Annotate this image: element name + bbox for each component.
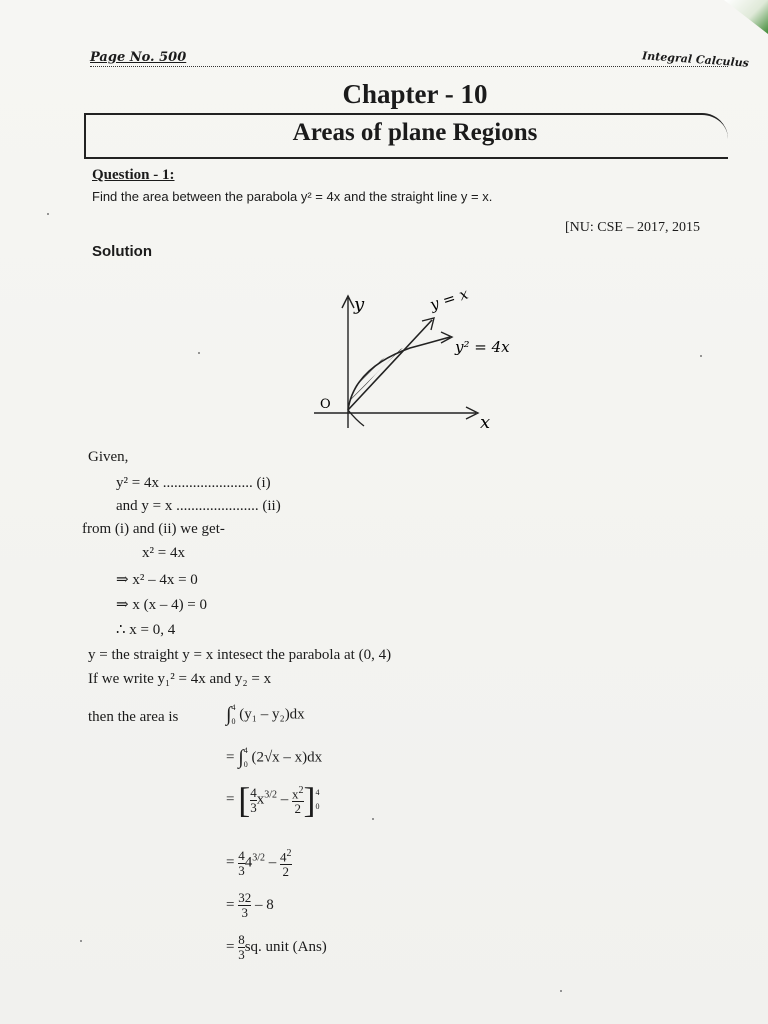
integrand-two: (2√x – x)dx (251, 749, 323, 766)
simplify-line: = $\frac{32}{3}$ – 8 (226, 890, 274, 920)
write-text: If we write y₁² = 4x and y₂ = x (88, 671, 272, 687)
graph-parabola-label: y² = 4x (455, 338, 510, 356)
scan-speck (80, 940, 82, 942)
chapter-title: Chapter - 10 (342, 79, 488, 109)
from-text: from (i) and (ii) we get- (82, 521, 225, 537)
scan-speck (560, 990, 562, 992)
scan-speck (198, 352, 200, 354)
solution-label: Solution (92, 243, 152, 260)
intersection-text: y = the straight y = x intesect the parabola at (0, 4) (88, 647, 392, 663)
page-corner-tab (724, 0, 768, 34)
integral-limits (231, 701, 235, 729)
step-one: x² = 4x (142, 545, 185, 561)
antiderivative-line: = [ $\frac{4}{3}$ $x^{3/2}$ – $\frac{x^2}{2}$ ]4 0 (226, 780, 320, 820)
step-four: ∴ x = 0, 4 (116, 622, 176, 638)
area-sketch (300, 280, 540, 440)
step-three: ⇒ x (x – 4) = 0 (116, 597, 208, 613)
scan-speck (47, 213, 49, 215)
integral-line-one (226, 701, 305, 729)
exam-reference: [NU: CSE – 2017, 2015 (565, 220, 700, 235)
answer-line: = $\frac{8}{3}$ sq. unit (Ans) (226, 932, 327, 962)
section-title: Areas of plane Regions (292, 119, 538, 146)
step-two: ⇒ x² – 4x = 0 (116, 572, 198, 588)
subject-header: Integral Calculus (641, 49, 750, 70)
upper-limit-two: 4 (243, 746, 248, 755)
graph-x-label: x (480, 412, 491, 433)
given-label: Given, (88, 449, 129, 465)
header-rule (90, 66, 728, 67)
scan-speck (700, 355, 702, 357)
integral-limits-two (244, 744, 248, 772)
lower-limit-two: 0 (243, 760, 248, 769)
integral-line-two: = ∫4 0 (2√x – x)dx (226, 744, 322, 772)
parabola-curve (348, 337, 450, 410)
answer-text: sq. unit (Ans) (244, 938, 327, 955)
line-y-equals-x (348, 320, 432, 410)
graph-origin-label: O (320, 397, 331, 412)
lower-limit: 0 (231, 717, 236, 726)
question-text: Find the area between the parabola y² = 4x and the straight line y = x. (92, 189, 493, 204)
integral-sign-two: ∫ (238, 746, 244, 769)
equation-two: and y = x ...................... (ii) (116, 498, 281, 514)
graph-line-label: y = x (427, 284, 471, 314)
graph-y-label: y (354, 294, 365, 315)
area-intro: then the area is (88, 709, 179, 725)
equation-one: y² = 4x ........................ (i) (116, 475, 271, 491)
integrand-one: (y₁ – y₂)dx (239, 706, 305, 723)
scan-speck (372, 818, 374, 820)
page-number: Page No. 500 (90, 50, 187, 65)
integral-sign: ∫ (226, 703, 232, 726)
substitution-line: = $\frac{4}{3}$ $4^{3/2}$ – $\frac{4^2}{2}$ (226, 847, 292, 880)
question-heading: Question - 1: (92, 167, 175, 183)
upper-limit: 4 (231, 703, 236, 712)
